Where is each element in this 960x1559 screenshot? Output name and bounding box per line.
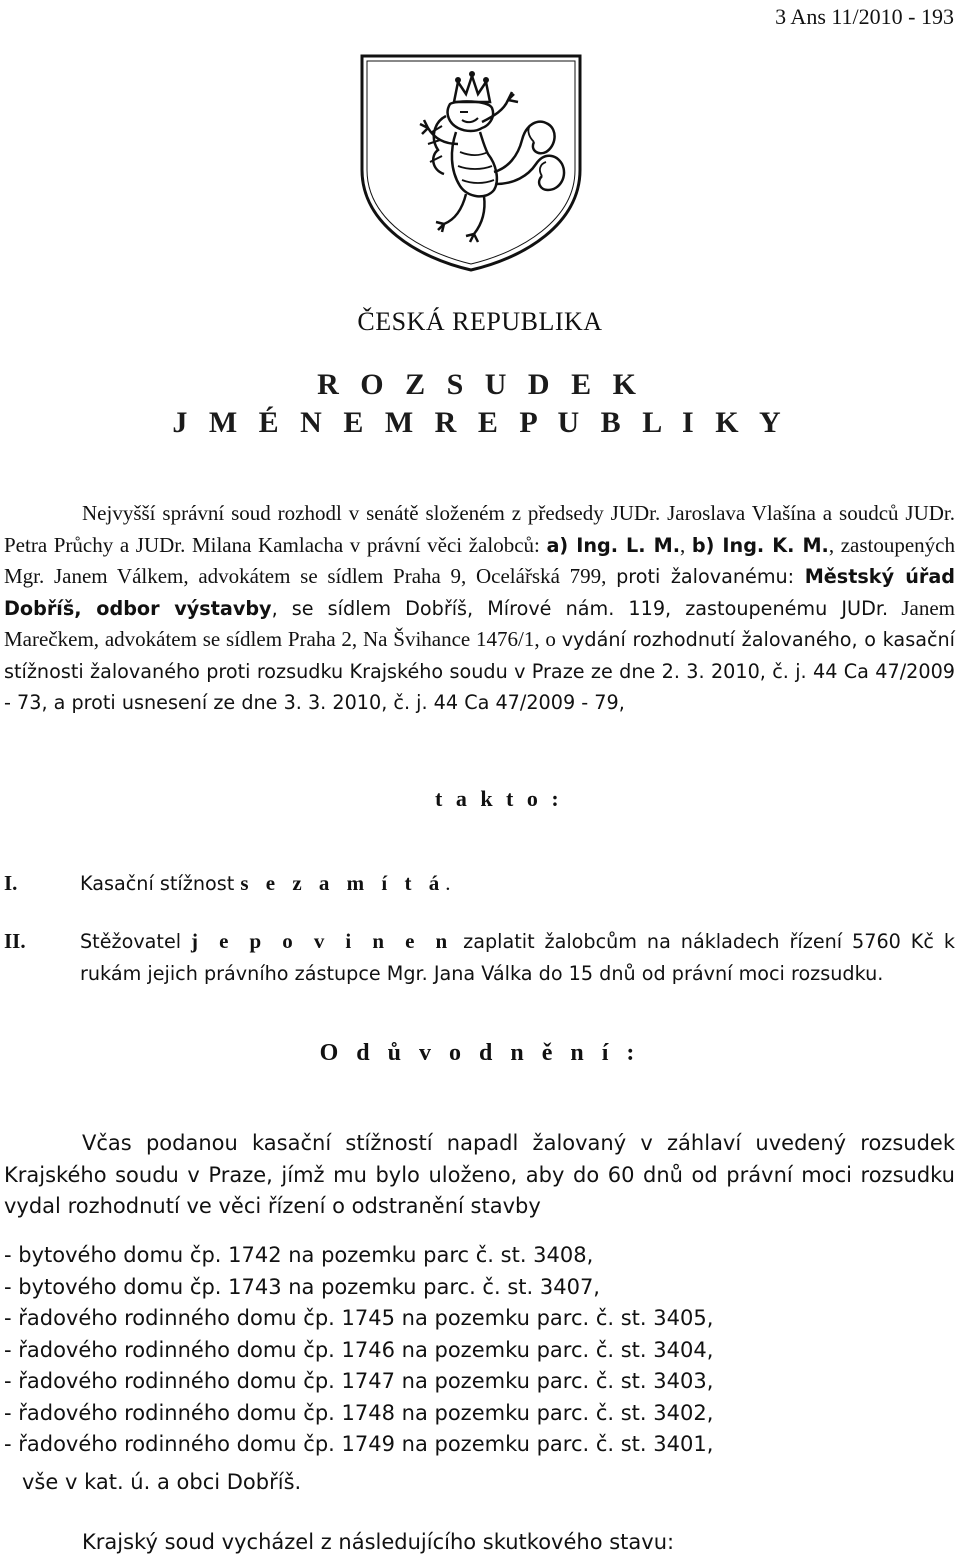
reasoning-text: Včas podanou kasační stížností napadl žalovaný v záhlaví uvedený rozsudek Krajského soudu v Praze, jímž mu bylo uloženo, aby do 60 dnů od právní moci rozsudku vydal rozhodnutí ve věci řízení o odstranění stavby	[4, 1131, 955, 1218]
verdict-1-emphasis: s e z a m í t á	[240, 871, 446, 895]
verdict-item-1	[4, 868, 955, 900]
intro-defendant-address: , se sídlem Dobříš, Mírové nám. 119, zastoupenému JUDr.	[271, 596, 889, 620]
intro-defendant-label: proti žalovanému:	[616, 565, 805, 588]
facts-intro-line: Krajský soud vycházel z následujícího skutkového stavu:	[82, 1530, 675, 1554]
verdict-item-2	[4, 926, 955, 989]
czech-coat-of-arms-lion-icon	[358, 52, 584, 274]
plaintiff-a: a) Ing. L. M.	[546, 533, 680, 557]
intro-separator: ,	[680, 532, 692, 557]
verdict-number-1: I.	[4, 871, 18, 895]
takto-heading: t a k t o :	[435, 786, 563, 811]
intro-text-1: Nejvyšší správní soud rozhodl v senátě složeném z předsedy JUDr. Jaroslava Vlašína a soudců JUDr. Petra Průchy a JUDr. Milana Kamlacha v právní věci žalobců:	[4, 501, 955, 557]
case-reference: 3 Ans 11/2010 - 193	[775, 4, 954, 29]
intro-subject: vydání rozhodnutí žalovaného, o kasační stížnosti žalovaného proti rozsudku Krajského soudu v Praze ze dne 2. 3. 2010, č. j. 44 Ca 47/2009 - 73, a proti usnesení ze dne 3. 3. 2010, č. j. 44 Ca 47/2009 - 79,	[4, 628, 955, 714]
location-line: vše v kat. ú. a obci Dobříš.	[22, 1470, 302, 1494]
list-item: - řadového rodinného domu čp. 1746 na pozemku parc. č. st. 3404,	[4, 1337, 714, 1362]
document-subtitle: J M É N E M R E P U B L I K Y	[172, 406, 788, 439]
document-title: R O Z S U D E K	[317, 368, 643, 401]
list-item: - řadového rodinného domu čp. 1748 na pozemku parc. č. st. 3402,	[4, 1400, 714, 1425]
list-item: - bytového domu čp. 1743 na pozemku parc. č. st. 3407,	[4, 1274, 600, 1299]
buildings-list	[4, 1240, 713, 1461]
reasoning-heading: O d ů v o d n ě n í :	[319, 1040, 641, 1066]
verdict-2-text: Stěžovatel	[80, 930, 192, 953]
verdict-number-2: II.	[4, 929, 26, 953]
verdict-2-emphasis: j e p o v i n e n	[191, 929, 454, 953]
plaintiff-b: b) Ing. K. M.	[691, 533, 829, 557]
list-item: - řadového rodinného domu čp. 1745 na pozemku parc. č. st. 3405,	[4, 1306, 714, 1330]
defendant-name: Městský úřad Dobříš, odbor výstavby	[4, 565, 956, 620]
list-item: - řadového rodinného domu čp. 1749 na pozemku parc. č. st. 3401,	[4, 1432, 714, 1456]
list-item: - bytového domu čp. 1742 na pozemku parc č. st. 3408,	[4, 1243, 594, 1267]
intro-text-4: Janem Marečkem, advokátem se sídlem Praha 2, Na Švihance 1476/1, o	[4, 595, 955, 651]
intro-paragraph	[4, 498, 955, 719]
reasoning-paragraph	[4, 1128, 955, 1223]
verdict-1-text: Kasační stížnost	[80, 872, 241, 895]
intro-text-3: , zastoupených Mgr. Janem Válkem, advokátem se sídlem Praha 9, Ocelářská 799,	[4, 532, 955, 588]
verdict-2-rest: zaplatit žalobcům na nákladech řízení 5760 Kč k rukám jejich právního zástupce Mgr. Jana Válka do 15 dnů od právní moci rozsudku.	[80, 930, 955, 985]
verdict-1-end: .	[445, 871, 451, 895]
list-item: - řadového rodinného domu čp. 1747 na pozemku parc. č. st. 3403,	[4, 1369, 714, 1393]
country-name: ČESKÁ REPUBLIKA	[357, 307, 603, 336]
